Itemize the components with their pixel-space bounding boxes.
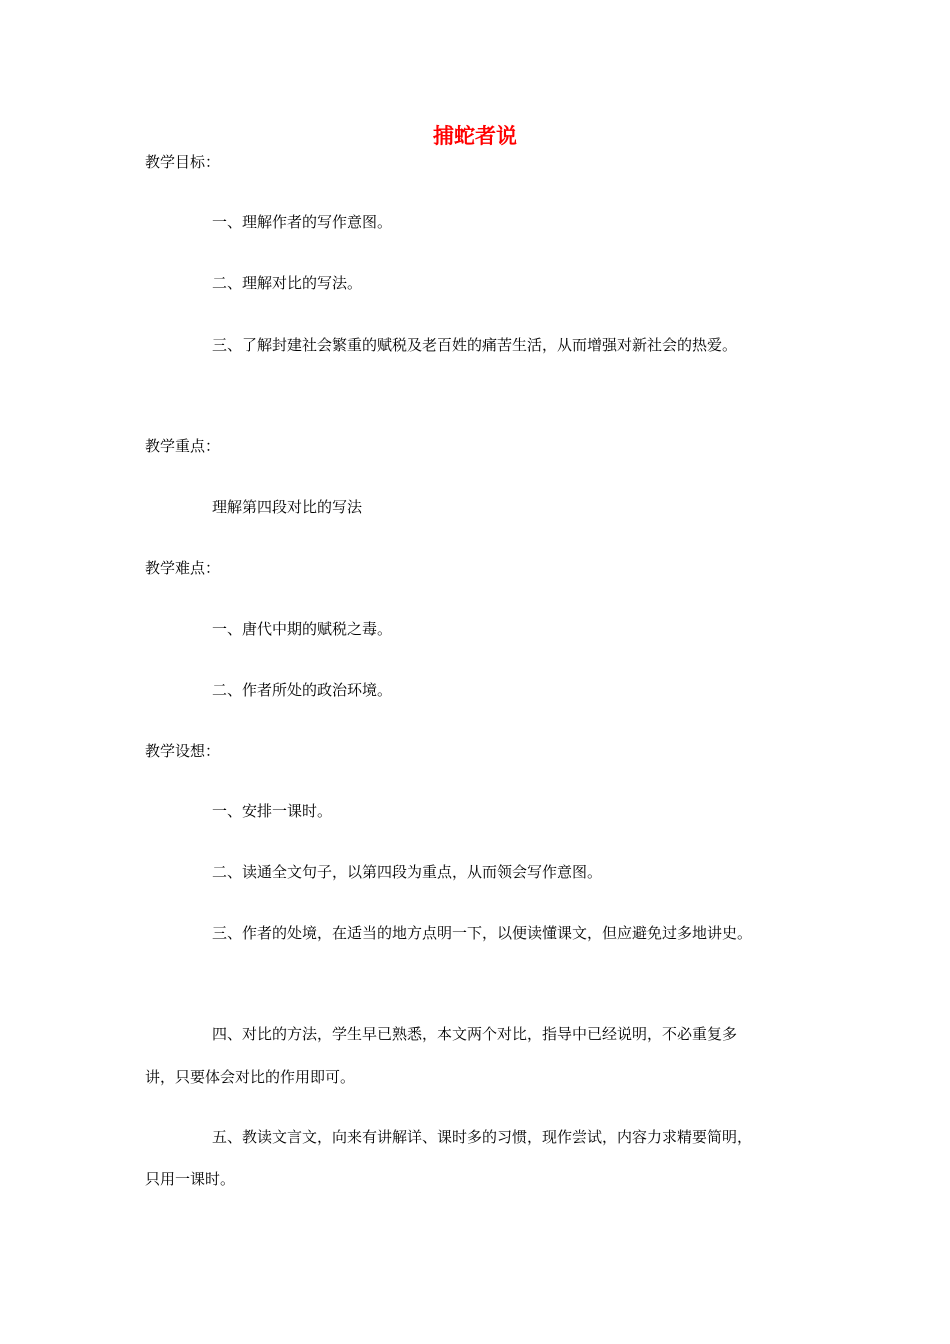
plan-item-2: 二、读通全文句子，以第四段为重点，从而领会写作意图。 xyxy=(212,863,603,881)
goal-item-1: 一、理解作者的写作意图。 xyxy=(212,213,393,231)
plan-paragraph-4-line-2: 讲，只要体会对比的作用即可。 xyxy=(145,1068,356,1086)
plan-item-1: 一、安排一课时。 xyxy=(212,802,333,820)
section-heading-focus: 教学重点： xyxy=(145,437,221,455)
difficulty-item-1: 一、唐代中期的赋税之毒。 xyxy=(212,620,393,638)
section-heading-plan: 教学设想： xyxy=(145,742,221,760)
plan-item-3: 三、作者的处境，在适当的地方点明一下，以便读懂课文，但应避免过多地讲史。 xyxy=(212,924,753,942)
goal-item-2: 二、理解对比的写法。 xyxy=(212,274,363,292)
section-heading-goals: 教学目标： xyxy=(145,153,221,171)
section-heading-difficulty: 教学难点： xyxy=(145,559,221,577)
document-title: 捕蛇者说 xyxy=(433,124,517,148)
plan-paragraph-5-line-2: 只用一课时。 xyxy=(145,1170,236,1188)
goal-item-3: 三、了解封建社会繁重的赋税及老百姓的痛苦生活，从而增强对新社会的热爱。 xyxy=(212,336,738,354)
focus-item-1: 理解第四段对比的写法 xyxy=(212,498,363,516)
plan-paragraph-4-line-1: 四、对比的方法，学生早已熟悉，本文两个对比，指导中已经说明，不必重复多 xyxy=(212,1025,738,1043)
plan-paragraph-5-line-1: 五、教读文言文，向来有讲解详、课时多的习惯，现作尝试，内容力求精要简明， xyxy=(212,1128,753,1146)
difficulty-item-2: 二、作者所处的政治环境。 xyxy=(212,681,393,699)
